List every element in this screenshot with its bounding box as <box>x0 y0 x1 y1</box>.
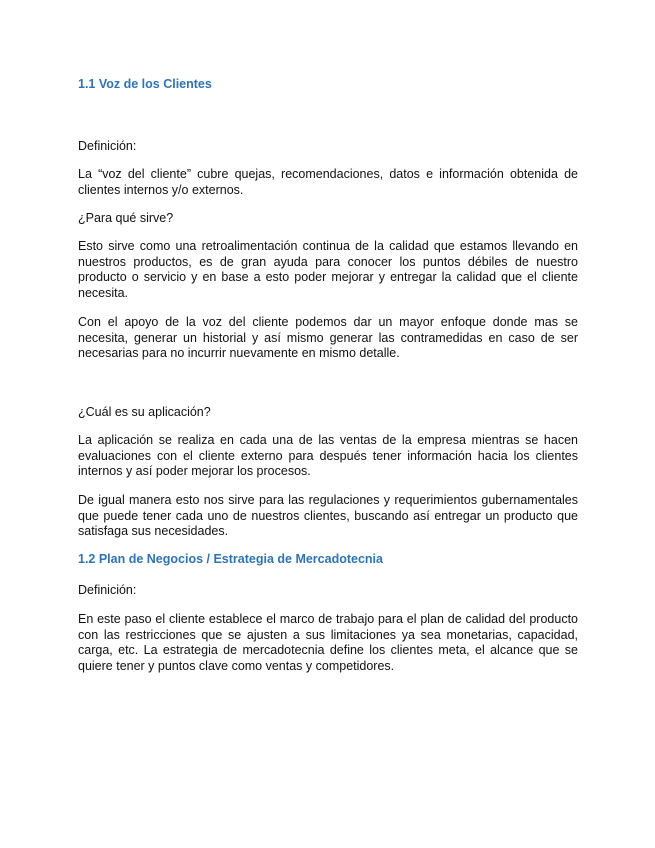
section-2-definition-label: Definición: <box>78 583 137 597</box>
section-2-heading: 1.2 Plan de Negocios / Estrategia de Mercadotecnia <box>78 552 383 566</box>
section-1-definition-text: La “voz del cliente” cubre quejas, recomendaciones, datos e información obtenida de clientes internos y/o externos. <box>78 167 578 197</box>
section-1-heading: 1.1 Voz de los Clientes <box>78 77 212 91</box>
section-1-purpose-paragraph-2: Con el apoyo de la voz del cliente podemos dar un mayor enfoque donde mas se necesita, generar un historial y así mismo generar las contramedidas en caso de ser necesarias para no incurrir nuevamente en mismo detalle. <box>78 315 578 360</box>
section-2-definition-text: En este paso el cliente establece el marco de trabajo para el plan de calidad del producto con las restricciones que se ajusten a sus limitaciones ya sea monetarias, capacidad, carga, etc. La estrategia de mercadotecnia define los clientes meta, el alcance que se quiere tener y puntos clave como ventas y competidores. <box>78 612 578 673</box>
section-1-application-paragraph-2: De igual manera esto nos sirve para las regulaciones y requerimientos gubernamentales que puede tener cada uno de nuestros clientes, buscando así entregar un producto que satisfaga sus necesidades. <box>78 493 578 538</box>
section-1-application-paragraph-1: La aplicación se realiza en cada una de las ventas de la empresa mientras se hacen evaluaciones con el cliente externo para después tener información hacia los clientes internos y así poder mejorar los procesos. <box>78 433 578 478</box>
section-1-purpose-label: ¿Para qué sirve? <box>78 211 174 225</box>
section-1-purpose-paragraph-1: Esto sirve como una retroalimentación continua de la calidad que estamos llevando en nuestros productos, es de gran ayuda para conocer los puntos débiles de nuestro producto o servicio y en base a esto poder mejorar y entregar la calidad que el cliente necesita. <box>78 239 578 300</box>
section-1-definition-label: Definición: <box>78 139 137 153</box>
section-1-application-label: ¿Cuál es su aplicación? <box>78 405 211 419</box>
